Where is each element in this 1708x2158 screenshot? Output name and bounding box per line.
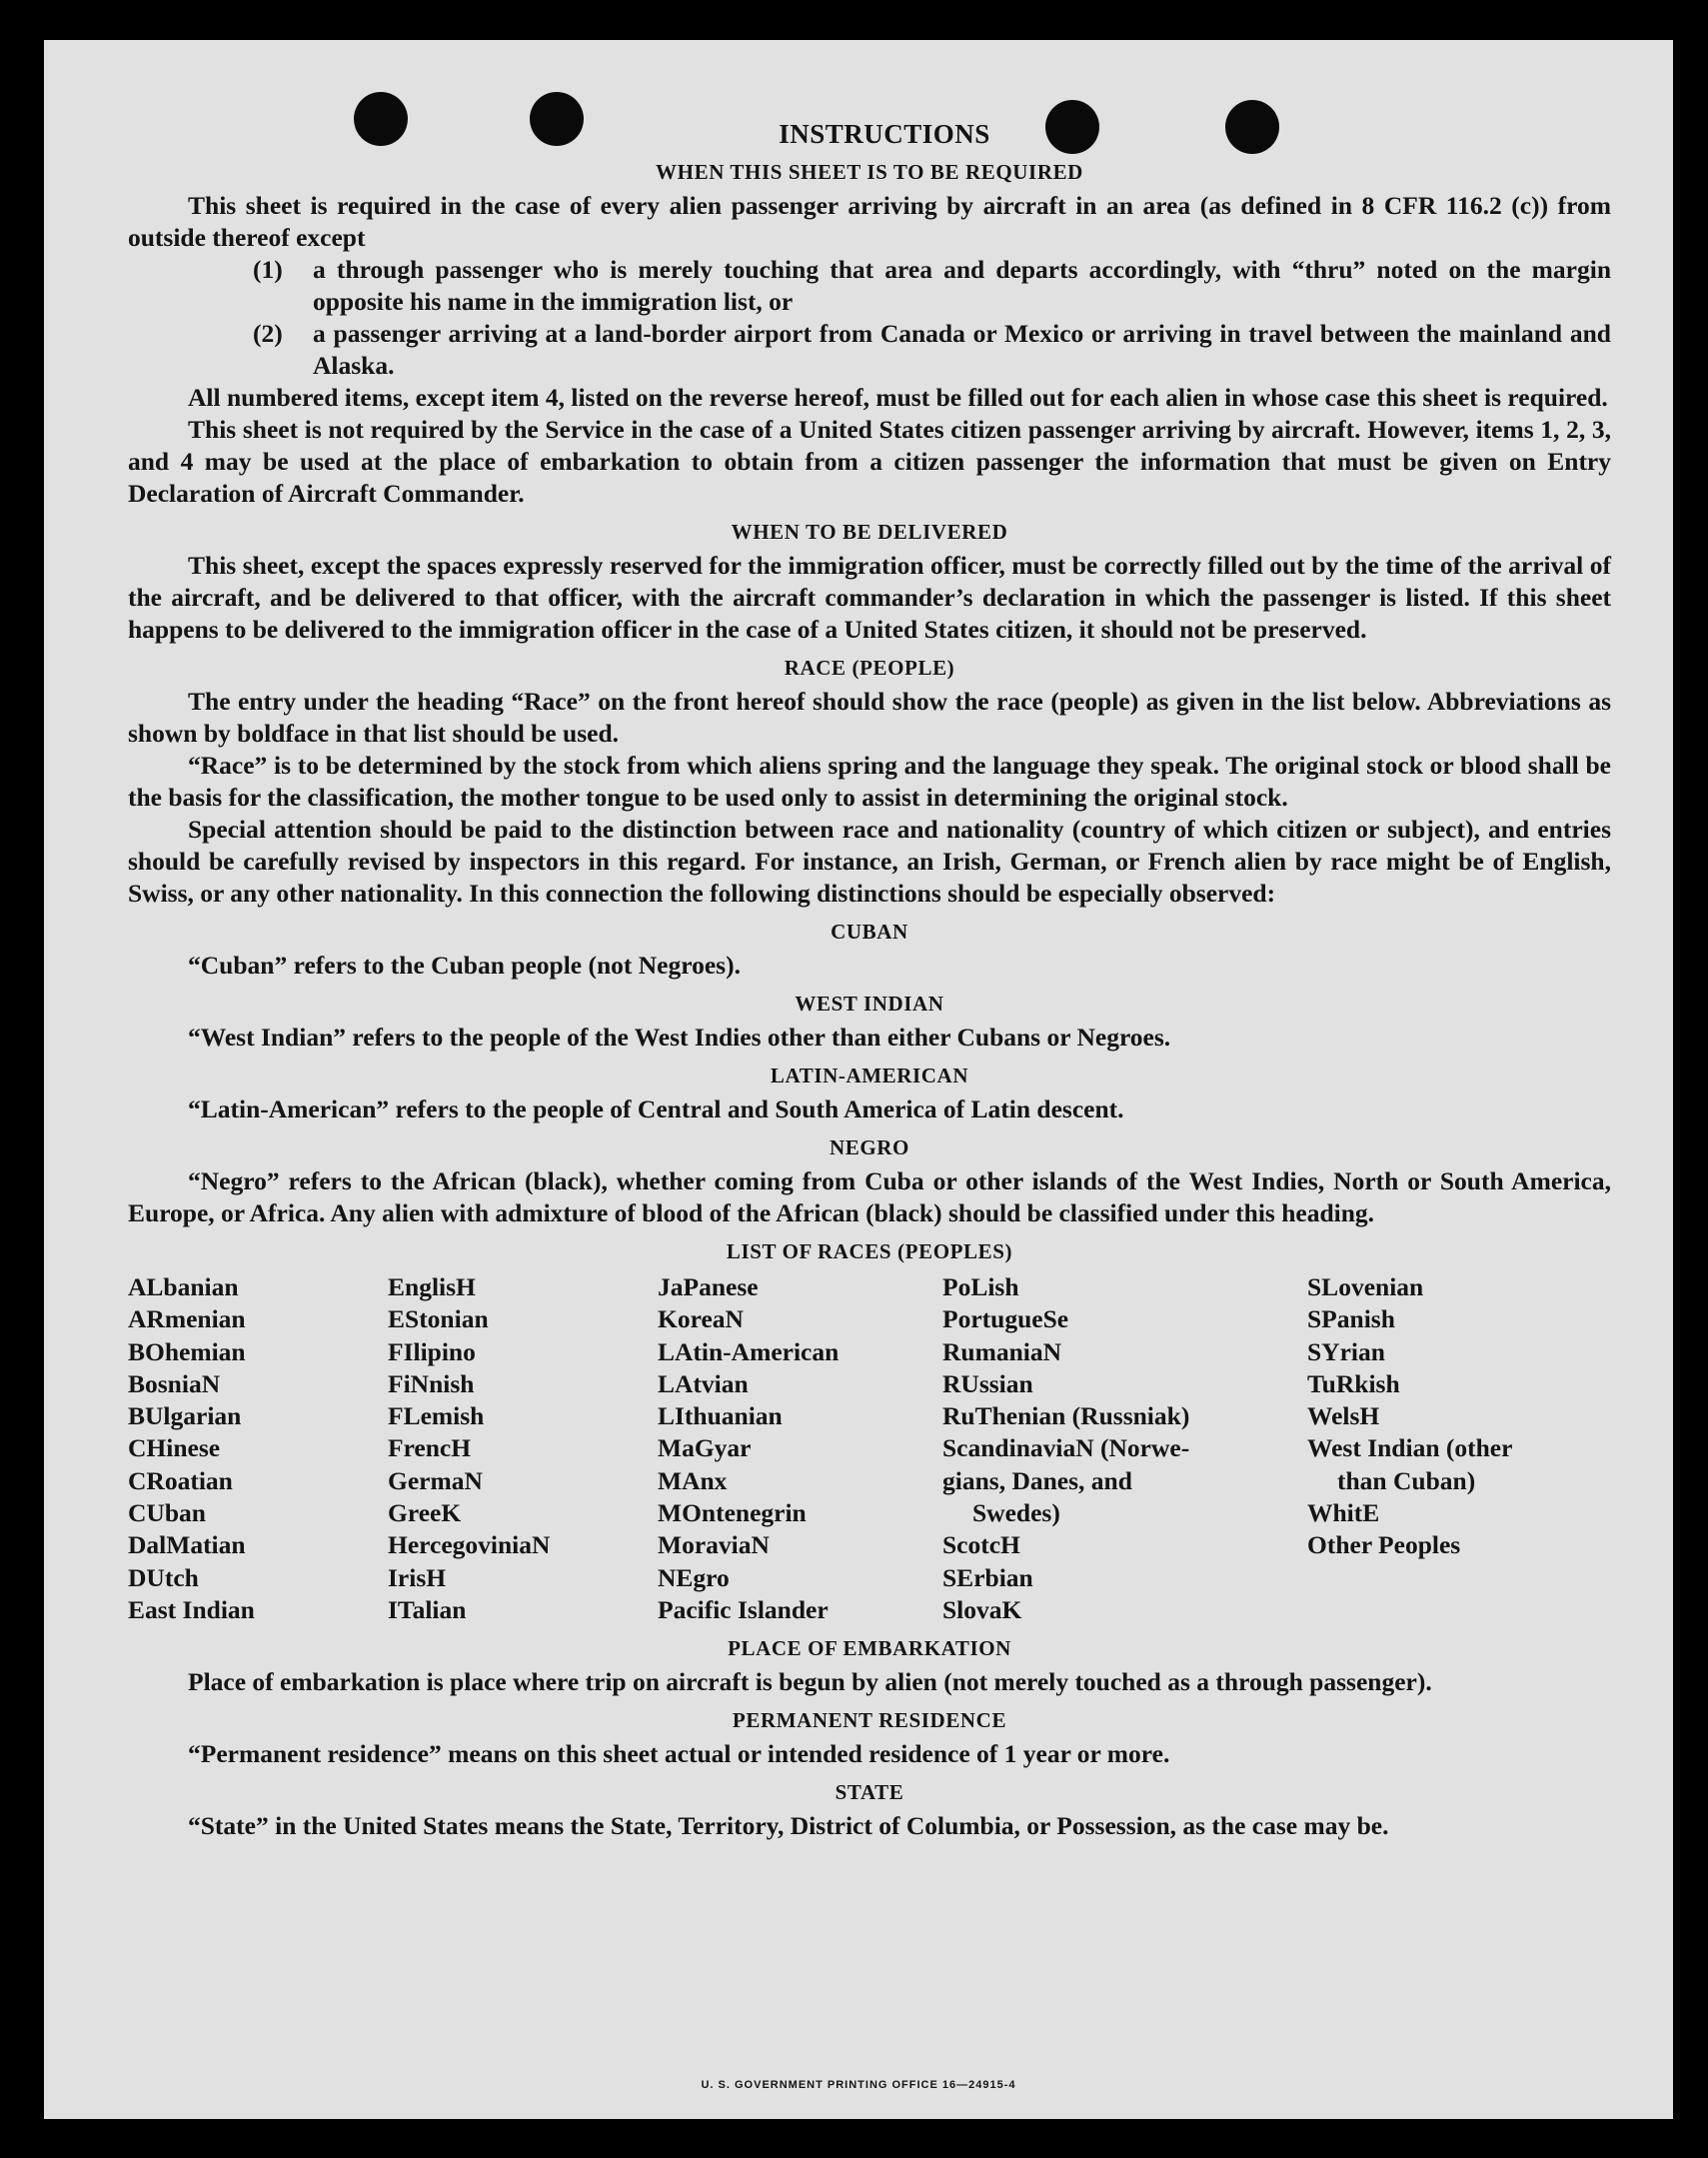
race-entry: Pacific Islander xyxy=(658,1594,829,1624)
race-entry: FLemish xyxy=(388,1401,485,1431)
cuban-paragraph: “Cuban” refers to the Cuban people (not Negroes). xyxy=(188,951,741,980)
race-entry: ScandinaviaN (Norwe- xyxy=(942,1433,1190,1463)
required-paragraph-2: All numbered items, except item 4, listed on the reverse hereof, must be filled out for each alien in whose case this sheet is required. xyxy=(188,383,1608,412)
race-entry: RuThenian (Russniak) xyxy=(942,1401,1190,1431)
race-paragraph-1: The entry under the heading “Race” on the front hereof should show the race (people) as given in the list below. Abbreviations as shown by boldface in that list should be used. xyxy=(128,687,1611,748)
race-entry: RUssian xyxy=(942,1368,1033,1398)
state-paragraph: “State” in the United States means the State, Territory, District of Columbia, or Possession, as the case may be. xyxy=(188,1811,1389,1841)
exception-item-1 xyxy=(128,254,1611,318)
race-entry: LAtvian xyxy=(658,1368,749,1398)
race-entry: IrisH xyxy=(388,1562,447,1592)
race-entry: CHinese xyxy=(128,1433,221,1463)
page-title: INSTRUCTIONS xyxy=(779,119,990,149)
printing-office-footer: U. S. GOVERNMENT PRINTING OFFICE 16—24915-4 xyxy=(701,2079,1016,2091)
embarkation-paragraph: Place of embarkation is place where trip on aircraft is begun by alien (not merely touched as a through passenger). xyxy=(188,1667,1432,1697)
section-heading-race: RACE (PEOPLE) xyxy=(784,656,955,680)
race-entry: MaGyar xyxy=(658,1433,752,1463)
latin-american-paragraph: “Latin-American” refers to the people of Central and South America of Latin descent. xyxy=(188,1094,1124,1123)
item-text: a passenger arriving at a land-border airport from Canada or Mexico or arriving in travel between the mainland and Alaska. xyxy=(313,319,1611,380)
race-entry: EnglisH xyxy=(388,1272,476,1301)
section-heading-negro: NEGRO xyxy=(829,1135,909,1159)
race-entry: SLovenian xyxy=(1307,1272,1424,1301)
race-entry: BosniaN xyxy=(128,1368,221,1398)
race-entry: FIlipino xyxy=(388,1336,476,1366)
item-number: (2) xyxy=(253,319,283,348)
race-entry: RumaniaN xyxy=(942,1336,1062,1366)
race-entry: CUban xyxy=(128,1498,206,1528)
section-heading-permanent-residence: PERMANENT RESIDENCE xyxy=(732,1708,1007,1733)
required-intro: This sheet is required in the case of every alien passenger arriving by aircraft in an area (as defined in 8 CFR 116.2 (c)) from outside thereof except xyxy=(128,191,1611,252)
race-entry: West Indian (other xyxy=(1307,1433,1513,1463)
race-entry: PortugueSe xyxy=(942,1304,1069,1334)
race-entry: gians, Danes, and xyxy=(942,1465,1132,1495)
races-column-5 xyxy=(1307,1271,1611,1626)
race-entry: JaPanese xyxy=(658,1272,759,1301)
race-entry: PoLish xyxy=(942,1272,1019,1301)
section-heading-list-of-races: LIST OF RACES (PEOPLES) xyxy=(726,1239,1013,1263)
delivered-paragraph: This sheet, except the spaces expressly reserved for the immigration officer, must be correctly filled out by the time of the arrival of the aircraft, and be delivered to that officer, with the aircraft commander’s declaration in which the passenger is listed. If this sheet happens to be delivered to the immigration officer in the case of a United States citizen, it should not be preserved. xyxy=(128,551,1611,644)
race-entry: MOntenegrin xyxy=(658,1498,807,1528)
race-paragraph-3: Special attention should be paid to the distinction between race and nationality (country of which citizen or subject), and entries should be carefully revised by inspectors in this regard. For instance, an Irish, German, or French alien by race might be of English, Swiss, or any other nationality. In this connection the following distinctions should be especially observed: xyxy=(128,815,1611,908)
race-entry: MAnx xyxy=(658,1465,728,1495)
race-entry: ALbanian xyxy=(128,1272,239,1301)
races-list xyxy=(128,1271,1611,1626)
race-entry: FiNnish xyxy=(388,1368,475,1398)
race-entry: KoreaN xyxy=(658,1304,744,1334)
section-heading-delivered: WHEN TO BE DELIVERED xyxy=(731,520,1008,544)
race-entry: HercegoviniaN xyxy=(388,1530,551,1560)
instructions-body xyxy=(128,118,1611,1842)
race-entry: SPanish xyxy=(1307,1304,1395,1334)
race-entry: BOhemian xyxy=(128,1336,246,1366)
race-entry: Swedes) xyxy=(972,1498,1060,1528)
race-entry: WhitE xyxy=(1307,1498,1380,1528)
race-entry: ITalian xyxy=(388,1594,467,1624)
race-entry: East Indian xyxy=(128,1594,255,1624)
exception-item-2 xyxy=(128,318,1611,382)
permanent-residence-paragraph: “Permanent residence” means on this sheet actual or intended residence of 1 year or more. xyxy=(188,1739,1170,1769)
required-paragraph-3: This sheet is not required by the Service in the case of a United States citizen passenger arriving by aircraft. However, items 1, 2, 3, and 4 may be used at the place of embarkation to obtain from a citizen passenger the information that must be given on Entry Declaration of Aircraft Commander. xyxy=(128,415,1611,508)
race-entry: FrencH xyxy=(388,1433,472,1463)
races-column-4 xyxy=(942,1271,1307,1626)
race-entry: WelsH xyxy=(1307,1401,1380,1431)
race-entry: DalMatian xyxy=(128,1530,246,1560)
race-entry: ARmenian xyxy=(128,1304,246,1334)
section-heading-latin-american: LATIN-AMERICAN xyxy=(770,1064,969,1087)
race-entry: GermaN xyxy=(388,1465,483,1495)
races-column-2 xyxy=(388,1271,658,1626)
race-entry: GreeK xyxy=(388,1498,462,1528)
race-entry: DUtch xyxy=(128,1562,199,1592)
section-heading-required: WHEN THIS SHEET IS TO BE REQUIRED xyxy=(656,160,1083,184)
section-heading-state: STATE xyxy=(835,1780,904,1805)
race-entry: than Cuban) xyxy=(1337,1465,1476,1495)
races-column-1 xyxy=(128,1271,388,1626)
race-entry: BUlgarian xyxy=(128,1401,242,1431)
race-entry: TuRkish xyxy=(1307,1368,1400,1398)
race-paragraph-2: “Race” is to be determined by the stock from which aliens spring and the language they speak. The original stock or blood shall be the basis for the classification, the mother tongue to be used only to assist in determining the original stock. xyxy=(128,751,1611,812)
item-text: a through passenger who is merely touching that area and departs accordingly, with “thru” noted on the margin opposite his name in the immigration list, or xyxy=(313,255,1611,316)
race-entry: Other Peoples xyxy=(1307,1530,1461,1560)
west-indian-paragraph: “West Indian” refers to the people of the West Indies other than either Cubans or Negroes. xyxy=(188,1023,1171,1052)
race-entry: SErbian xyxy=(942,1562,1033,1592)
race-entry: LAtin-American xyxy=(658,1336,840,1366)
section-heading-west-indian: WEST INDIAN xyxy=(795,992,944,1016)
race-entry: SYrian xyxy=(1307,1336,1385,1366)
race-entry: LIthuanian xyxy=(658,1401,783,1431)
section-heading-embarkation: PLACE OF EMBARKATION xyxy=(728,1636,1011,1661)
race-entry: MoraviaN xyxy=(658,1530,770,1560)
race-entry: NEgro xyxy=(658,1562,730,1592)
document-page xyxy=(44,40,1673,2119)
section-heading-cuban: CUBAN xyxy=(831,920,908,944)
race-entry: SlovaK xyxy=(942,1594,1022,1624)
race-entry: CRoatian xyxy=(128,1465,233,1495)
race-entry: EStonian xyxy=(388,1304,489,1334)
race-entry: ScotcH xyxy=(942,1530,1020,1560)
item-number: (1) xyxy=(253,255,283,284)
races-column-3 xyxy=(658,1271,942,1626)
negro-paragraph: “Negro” refers to the African (black), whether coming from Cuba or other islands of the West Indies, North or South America, Europe, or Africa. Any alien with admixture of blood of the African (black) should be classified under this heading. xyxy=(128,1166,1611,1227)
